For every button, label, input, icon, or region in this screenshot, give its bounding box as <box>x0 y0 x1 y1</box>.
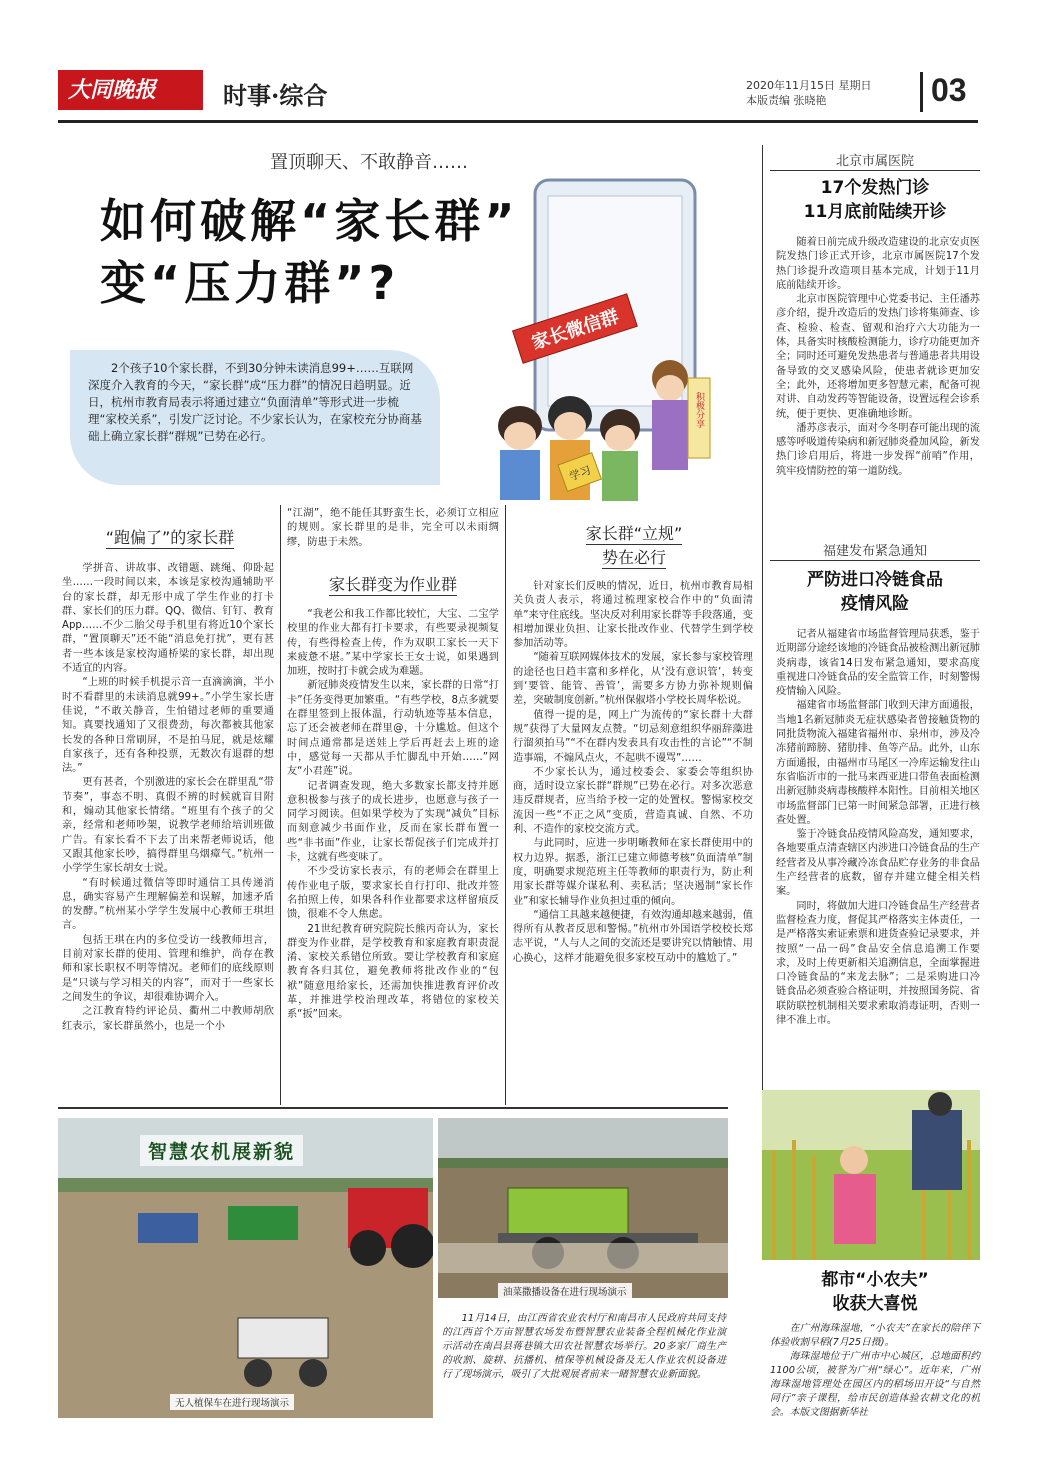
lead-summary: 2个孩子10个家长群，不到30分钟未读消息99+……互联网深度介入教育的今天，“家长群”成“压力群”的情况日趋明显。近日，杭州市教育局表示将通过建立“负面清单”等形式进一步梳理“家校关系”，引发广泛讨论。不少家长认为，在家校充分协商基础上确立家长群“群规”已势在必行。 <box>70 350 440 485</box>
paragraph: 之江教育特约评论员、衢州二中教师胡欣红表示，家长群虽然小，也是一个小 <box>62 1006 274 1032</box>
photo-band-text <box>442 1312 726 1462</box>
paragraph: 海珠湿地位于广州市中心城区，总地面积约1100公顷，被誉为广州“绿心”。近年来，广州海珠湿地管理处在园区内的稻场田开设“与自然同行”亲子课程，给市民创造体验农耕文化的机会。本版文图据新华社 <box>770 1351 980 1418</box>
column-1-text <box>62 562 274 1102</box>
newspaper-logo: 大同晚报 <box>58 70 203 110</box>
column-2-text <box>287 608 499 1102</box>
section-3-title <box>520 522 748 570</box>
paragraph: 21世纪教育研究院院长熊丙奇认为，家长群变为作业群，是学校教育和家庭教育职责混淆、家校关系错位所致。要让学校教育和家庭教育各归其位，避免教师将批改作业的“包袱”随意甩给家长，还需加快推进教育评价改革，并推进学校治理改革，将错位的家校关系“扳”回来。 <box>287 923 499 1021</box>
masthead <box>58 70 978 118</box>
paragraph: 北京市医院管理中心党委书记、主任潘苏彦介绍，提升改造后的发热门诊将集筛查、诊查、检验、检查、留观和治疗六大功能为一体，具备实时核酸检测能力，诊疗功能更加齐全；同时还可避免发热患者与普通患者共用设备导致的交叉感染风险，使患者就诊更加安全；此外，还将增加更多智慧元素，配备可视对讲、自动发药等智能设备，设置远程会诊系统，便于更快、更准确地诊断。 <box>776 294 980 420</box>
paragraph: 包括王琪在内的多位受访一线教师坦言，目前对家长群的使用、管理和维护，尚存在教师和家长职权不明等情况。老师们的底线原则是“只谈与学习相关的内容”，而对于一些家长之间发生的争议，却很难协调介入。 <box>62 934 274 1003</box>
paragraph: 学拼音、讲故事、改错题、跳绳、仰卧起坐……一段时间以来，本该是家校沟通辅助平台的家长群，却无形中成了学生作业的打卡群、家长们的压力群。QQ、微信、钉钉、教育App……不少二胎父母手机里有将近10个家长群，“置顶聊天”还不能“消息免打扰”，更有甚者一些本该是家校沟通桥梁的家长群，却出现不适宜的内容。 <box>62 563 274 675</box>
column-divider-2 <box>505 505 506 1105</box>
paragraph: 记者从福建省市场监督管理局获悉，鉴于近期部分途经该地的冷链食品被检测出新冠肺炎病毒，该省14日发布紧急通知，要求高度重视进口冷链食品的安全监管工作，时刻警惕疫情输入风险。 <box>776 629 980 698</box>
paragraph: 在广州海珠湿地，“小农夫”在家长的陪伴下体验收割早稻(7月25日摄)。 <box>770 1323 980 1348</box>
column-2-lead-text <box>287 507 499 555</box>
sidebar-1-kicker: 北京市属医院 <box>835 154 914 169</box>
sidebar-2-headline-line-2: 疫情风险 <box>841 594 909 614</box>
section-1-title <box>70 525 270 548</box>
section-1-title-text: “跑偏了”的家长群 <box>105 528 235 547</box>
paragraph: 不少家长认为，通过校委会、家委会等组织协商，适时设立家长群“群规”已势在必行。对多次恶意违反群规者，应当给予校一定的处置权。警惕家校交流因一些“不正之风”变质，营造真诚、自然、不功利、不造作的家校交流方式。 <box>513 766 753 836</box>
section-3-title-line-2: 势在必行 <box>601 548 666 567</box>
sidebar-3-headline-line-2: 收获大喜悦 <box>832 1294 918 1314</box>
section-2-title <box>290 572 496 595</box>
sidebar-2-headline-line-1: 严防进口冷链食品 <box>807 570 943 590</box>
sidebar-1-rule <box>770 170 980 171</box>
paragraph: 记者调查发现，绝大多数家长都支持并愿意积极参与孩子的成长进步，也愿意与孩子一同学习阅读。但如果学校为了实现“减负”目标而刻意减少书面作业，反而在家长群布置一些“非书面”作业，让家长帮促孩子们完成并打卡，这就有些变味了。 <box>287 780 499 864</box>
sidebar-3-headline <box>770 1268 980 1316</box>
paragraph: 针对家长们反映的情况，近日，杭州市教育局相关负责人表示，将通过梳理家校合作中的“负面清单”来守住底线。坚决反对利用家长群等手段落通，变相增加课业负担、让家长批改作业、代替学生到学校参加活动等。 <box>513 581 753 650</box>
column-3-text <box>513 580 753 1102</box>
paragraph: “上班的时候手机提示音一直滴滴滴，半小时不看群里的未读消息就99+。”小学生家长唐佳说，“不敢关静音，生怕错过老师的重要通知。真要找通知了又很费劲，每次都被其他家长发的各种日常刷屏，不是拍马屁，就是炫耀自家孩子，还有各种投票，无数次有退群的想法。” <box>62 677 274 775</box>
paragraph: 随着日前完成升级改造建设的北京安贞医院发热门诊正式开诊，北京市属医院17个发热门诊提升改造项目基本完成，计划于11月底前陆续开诊。 <box>776 237 980 291</box>
page-number: 03 <box>920 72 990 112</box>
photo-band-title: 智慧农机展新貌 <box>140 1135 303 1166</box>
sidebar-1-headline <box>770 176 980 224</box>
paragraph: “有时候通过微信等即时通信工具传递消息，确实容易产生理解偏差和误解，加速矛盾的发酵。”杭州某小学学生发展中心教师王琪坦言。 <box>62 877 274 932</box>
farm-photo-right <box>438 1118 728 1298</box>
illustration-book: 学习 <box>567 463 593 484</box>
sidebar-2-text <box>776 628 980 1088</box>
sidebar-3-headline-line-1: 都市“小农夫” <box>821 1270 929 1290</box>
paragraph: “我老公和我工作都比较忙，大宝、二宝学校里的作业大都有打卡要求，有些要录视频复传，有些得检查上传，作为双职工家长一天下来疲惫不堪。”某中学家长王女士说，如果遇到加班，按时打卡就会成为难题。 <box>287 609 499 678</box>
headline-line-1: 如何破解“家长群” <box>100 194 519 248</box>
illustration-sign: 积极分享 <box>694 392 704 428</box>
sidebar-divider <box>762 145 763 1095</box>
sidebar-3-text <box>770 1322 980 1452</box>
sidebar-2-headline <box>770 568 980 616</box>
paragraph: 与此同时，应进一步明晰教师在家长群使用中的权力边界。据悉，浙江已建立师德考核“负面清单”制度，明确要求规范班主任等教师的职责行为，防止利用家长群等媒介谋私利、卖私活；坚决遏制“家长作业”和家长辅导作业负担过重的倾向。 <box>513 838 753 907</box>
harvest-photo-image <box>762 1090 980 1260</box>
sidebar-1-headline-line-2: 11月底前陆续开诊 <box>803 202 947 222</box>
farm-photo-right-image <box>438 1118 728 1298</box>
cartoon-illustration <box>460 178 715 508</box>
issue-date: 2020年11月15日 星期日 <box>746 79 872 92</box>
harvest-photo <box>762 1090 980 1260</box>
bottom-band-rule <box>58 1107 728 1109</box>
photo-right-caption: 油菜撒播设备在进行现场演示 <box>498 1283 632 1299</box>
section-2-title-text: 家长群变为作业群 <box>328 575 457 594</box>
sidebar-2-kicker: 福建发布紧急通知 <box>822 544 927 559</box>
headline-line-2: 变“压力群”? <box>100 256 400 310</box>
paragraph: 11月14日，由江西省农业农村厅和南昌市人民政府共同支持的江西首个万亩智慧农场发布暨智慧农业装备全程机械化作业演示活动在南昌县蒋巷镇大田农社智慧农场举行。20多家厂商生产的收割、旋耕、抗播机、植保等机械设备及无人作业农机设备进行了现场演示，吸引了大批观展者前来一睹智慧农业新面貌。 <box>442 1313 726 1380</box>
photo-left-caption: 无人植保车在进行现场演示 <box>170 1394 294 1410</box>
sidebar-2-rule <box>770 560 980 561</box>
paragraph: “通信工具越来越便捷，有效沟通却越来越弱，值得所有从教者反思和警惕。”杭州市外国语学校校长郑志平说，“人与人之间的交流还是要讲究以情触情、用心换心，这样才能避免很多家校互动中的尴尬了。” <box>513 909 753 964</box>
paragraph: 同时，将做加大进口冷链食品生产经营者监督检查力度，督促其严格落实主体责任，一是严格落实索证索票和进货查验记录要求，并按照“一品一码”食品安全信息追溯工作要求，及时上传更新相关追溯信息，全面掌握进口冷链食品的“来龙去脉”；二是采购进口冷链食品必须查验合格证明，并按照国务院、省联防联控机制相关要求索取消毒证明，否则一律不准上市。 <box>776 900 980 1027</box>
section-3-title-line-1: 家长群“立规” <box>585 524 683 543</box>
page-editor: 本版责编 张晓艳 <box>746 94 827 107</box>
sidebar-1-headline-line-1: 17个发热门诊 <box>820 178 930 198</box>
paragraph: “随着互联网媒体技术的发展，家长参与家校管理的途径也日趋丰富和多样化，从‘没有意识管’，转变到‘要管、能管、善管’，需要多方协力弥补规则偏差，突破制度创新。”杭州保俶塔小学校长周华松说。 <box>513 652 753 707</box>
paragraph: “江湖”，绝不能任其野蛮生长，必须订立相应的规则。家长群里的是非，完全可以未雨绸缪，防患于未然。 <box>287 508 499 548</box>
paragraph: 新冠肺炎疫情发生以来，家长群的日常“打卡”任务变得更加繁重。“有些学校，8点多就要在群里签到上报体温，行动轨迹等基本信息，忘了还会被老师在群里@，十分尴尬。但这个时间点通常都是送娃上学后再赶去上班的途中，感觉每一天都从手忙脚乱中开始……”网友“小君莲”说。 <box>287 680 499 778</box>
section-title: 时事·综合 <box>223 81 328 110</box>
sidebar-1-text <box>776 236 980 528</box>
paragraph: 不少受访家长表示，有的老师会在群里上传作业电子版，要求家长自行打印、批改并签名拍照上传，如果各科作业都要求这样留痕反馈，很难不令人焦虑。 <box>287 866 499 921</box>
headline-kicker: 置顶聊天、不敢静音…… <box>270 152 468 173</box>
paragraph: 鉴于冷链食品疫情风险高发，通知要求，各地要重点清查辖区内涉进口冷链食品的生产经营者及从事冷藏冷冻食品贮存业务的非食品生产经营者的底数，留存并建立健全相关档案。 <box>776 829 980 898</box>
main-headline <box>100 190 518 314</box>
column-divider-1 <box>280 505 281 1105</box>
paragraph: 值得一提的是，网上广为流传的“家长群十大群规”获得了大量网友点赞。“切忌刻意组织华丽辞藻进行溜须拍马”“不在群内发表具有攻击性的言论”“不制造事端，不煽风点火，不起哄不谩骂”…… <box>513 709 753 764</box>
illustration-label: 家长微信群 <box>529 306 622 354</box>
cartoon-phone-illustration <box>460 178 715 508</box>
paragraph: 潘苏彦表示，面对今冬明春可能出现的流感等呼吸道传染病和新冠肺炎叠加风险，新发热门诊启用后，将进一步发挥“前哨”作用，筑牢疫情防控的第一道防线。 <box>776 422 980 477</box>
date-block <box>746 78 872 108</box>
header-divider <box>58 120 978 123</box>
paragraph: 更有甚者，个别激进的家长会在群里乱“带节奏”，事态不明、真假不辨的时候就盲目附和，煽动其他家长情绪。“班里有个孩子的父亲，经常和老师吵架，说教学老师给培训班做广告。有家长看不下去了出来帮老师说话，他又跟其他家长吵，搞得群里乌烟瘴气。”杭州一小学学生家长胡女士说。 <box>62 777 274 875</box>
paragraph: 福建省市场监督部门收到天津方面通报，当地1名新冠肺炎无症状感染者曾接触货物的同批货物流入福建省福州市、泉州市，涉及冷冻猪前蹄膀、猪肋排、鱼等产品。此外，山东方面通报，由福州市马尾区一冷库运输发往山东省临沂市的一批马来西亚进口带鱼表面检测出新冠肺炎病毒核酸样本阳性。目前相关地区市场监督部门已第一时间紧急部署，正进行核查处置。 <box>776 700 980 826</box>
